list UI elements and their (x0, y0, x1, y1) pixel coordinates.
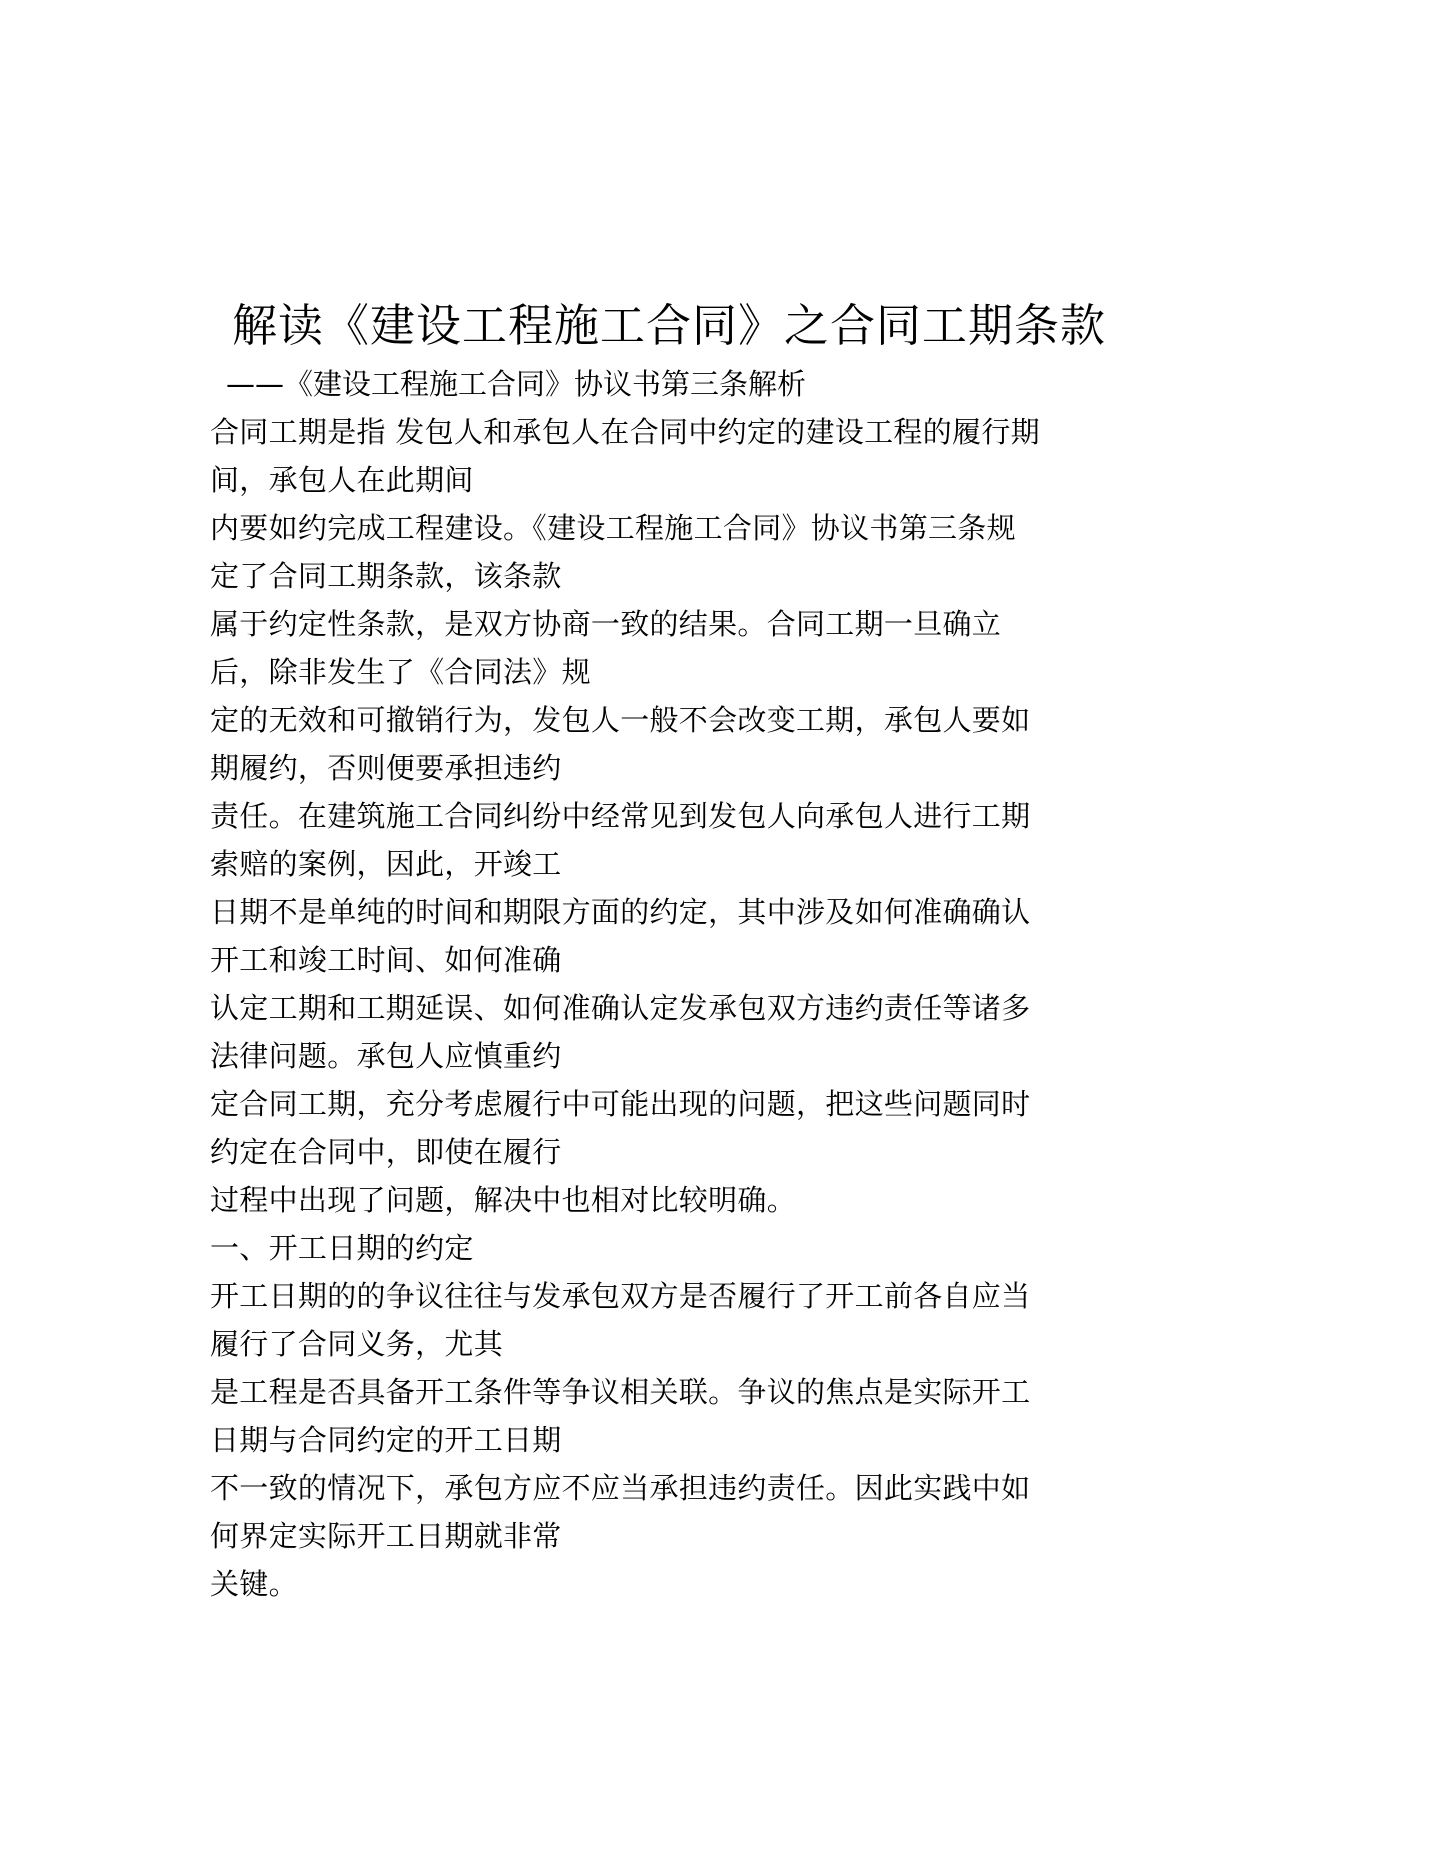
body-line-13: 认定工期和工期延误、如何准确认定发承包双方违约责任等诸多 (210, 991, 1031, 1025)
body-line-8: 期履约，否则便要承担违约 (210, 751, 562, 785)
body-line-4: 定了合同工期条款，该条款 (210, 559, 562, 593)
body-line-10: 索赔的案例，因此，开竣工 (210, 847, 562, 881)
body-line-3: 内要如约完成工程建设。《建设工程施工合同》协议书第三条规 (210, 511, 1016, 545)
body-line-23: 不一致的情况下，承包方应不应当承担违约责任。因此实践中如 (210, 1471, 1031, 1505)
body-line-24: 何界定实际开工日期就非常 (210, 1519, 562, 1553)
document-title: 解读《建设工程施工合同》之合同工期条款 (232, 299, 1107, 352)
document-subtitle: ——《建设工程施工合同》协议书第三条解析 (226, 367, 807, 401)
body-line-2: 间，承包人在此期间 (210, 463, 474, 497)
body-line-15: 定合同工期，充分考虑履行中可能出现的问题，把这些问题同时 (210, 1087, 1031, 1121)
body-line-19: 开工日期的的争议往往与发承包双方是否履行了开工前各自应当 (210, 1279, 1031, 1313)
body-line-17: 过程中出现了问题，解决中也相对比较明确。 (210, 1183, 797, 1217)
body-line-21: 是工程是否具备开工条件等争议相关联。争议的焦点是实际开工 (210, 1375, 1031, 1409)
body-line-1: 合同工期是指 发包人和承包人在合同中约定的建设工程的履行期 (210, 415, 1040, 449)
body-line-25: 关键。 (210, 1567, 298, 1601)
body-line-5: 属于约定性条款，是双方协商一致的结果。合同工期一旦确立 (210, 607, 1002, 641)
body-line-16: 约定在合同中，即使在履行 (210, 1135, 562, 1169)
body-line-14: 法律问题。承包人应慎重约 (210, 1039, 562, 1073)
body-line-20: 履行了合同义务，尤其 (210, 1327, 504, 1361)
body-line-12: 开工和竣工时间、如何准确 (210, 943, 562, 977)
body-line-6: 后，除非发生了《合同法》规 (210, 655, 591, 689)
body-line-22: 日期与合同约定的开工日期 (210, 1423, 562, 1457)
body-line-11: 日期不是单纯的时间和期限方面的约定，其中涉及如何准确确认 (210, 895, 1031, 929)
body-line-7: 定的无效和可撤销行为，发包人一般不会改变工期，承包人要如 (210, 703, 1031, 737)
section-heading: 一、开工日期的约定 (210, 1231, 474, 1265)
body-line-9: 责任。在建筑施工合同纠纷中经常见到发包人向承包人进行工期 (210, 799, 1031, 833)
